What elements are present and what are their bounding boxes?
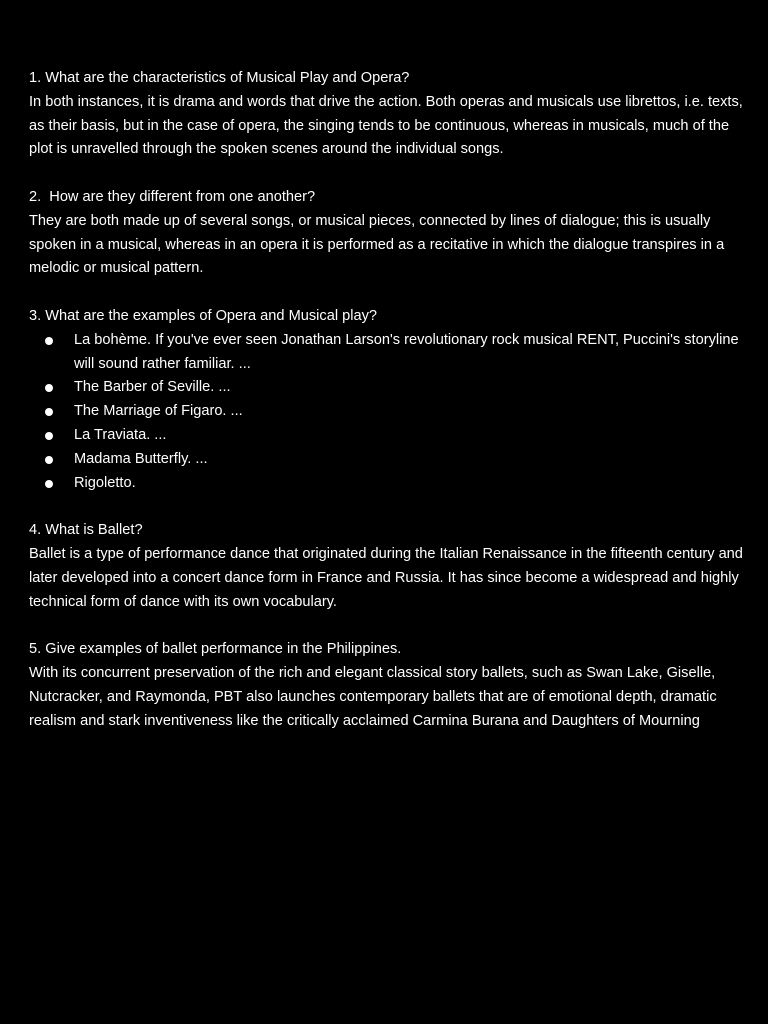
list-item-text: Madama Butterfly. ... — [74, 450, 208, 467]
list-item-text: The Barber of Seville. ... — [74, 379, 231, 396]
list-item-text: The Marriage of Figaro. ... — [74, 403, 243, 420]
answer-paragraph: They are both made up of several songs, or musical pieces, connected by lines of dialogue; this is usually spoken in a musical, whereas in an opera it is performed as a recitative in which the dialogue transpires in a melodic or musical pattern. — [29, 212, 729, 277]
list-item — [29, 424, 745, 448]
list-item — [29, 400, 745, 424]
section-2 — [29, 186, 745, 281]
document-body — [29, 67, 745, 757]
question-heading: 2. How are they different from one another? — [29, 188, 316, 205]
question-heading: 5. Give examples of ballet performance in the Philippines. — [29, 641, 402, 658]
section-3 — [29, 305, 745, 495]
question-heading: 3. What are the examples of Opera and Musical play? — [29, 307, 377, 324]
list-item — [29, 448, 745, 472]
question-heading: 1. What are the characteristics of Musical Play and Opera? — [29, 70, 410, 86]
list-item-text: La Traviata. ... — [74, 426, 167, 443]
list-item-text: Rigoletto. — [74, 474, 136, 491]
list-item — [29, 376, 745, 400]
bullet-icon — [45, 456, 53, 464]
section-5 — [29, 638, 745, 733]
answer-paragraph: Ballet is a type of performance dance that originated during the Italian Renaissance in the fifteenth century and later developed into a concert dance form in France and Russia. It has since become a widespread and highly technical form of dance with its own vocabulary. — [29, 545, 747, 610]
answer-paragraph: In both instances, it is drama and words that drive the action. Both operas and musicals use librettos, i.e. texts, as their basis, but in the case of opera, the singing tends to be continuous, whereas in musicals, much of the plot is unravelled through the spoken scenes around the individual songs. — [29, 93, 747, 158]
list-item — [29, 329, 745, 377]
list-item-text: La bohème. If you've ever seen Jonathan Larson's revolutionary rock musical RENT, Puccini's storyline will sound rather familiar. ... — [74, 331, 739, 372]
examples-list — [29, 329, 745, 496]
list-item — [29, 472, 745, 496]
section-4 — [29, 519, 745, 614]
section-1 — [29, 67, 745, 162]
bullet-icon — [45, 337, 53, 345]
bullet-icon — [45, 432, 53, 440]
question-heading: 4. What is Ballet? — [29, 522, 143, 539]
bullet-icon — [45, 480, 53, 488]
answer-paragraph: With its concurrent preservation of the rich and elegant classical story ballets, such as Swan Lake, Giselle, Nutcracker, and Raymonda, PBT also launches contemporary ballets that are of emotional depth, dramatic realism and stark inventiveness like the critically acclaimed Carmina Burana and Daughters of Mourning — [29, 664, 721, 729]
bullet-icon — [45, 384, 53, 392]
bullet-icon — [45, 408, 53, 416]
